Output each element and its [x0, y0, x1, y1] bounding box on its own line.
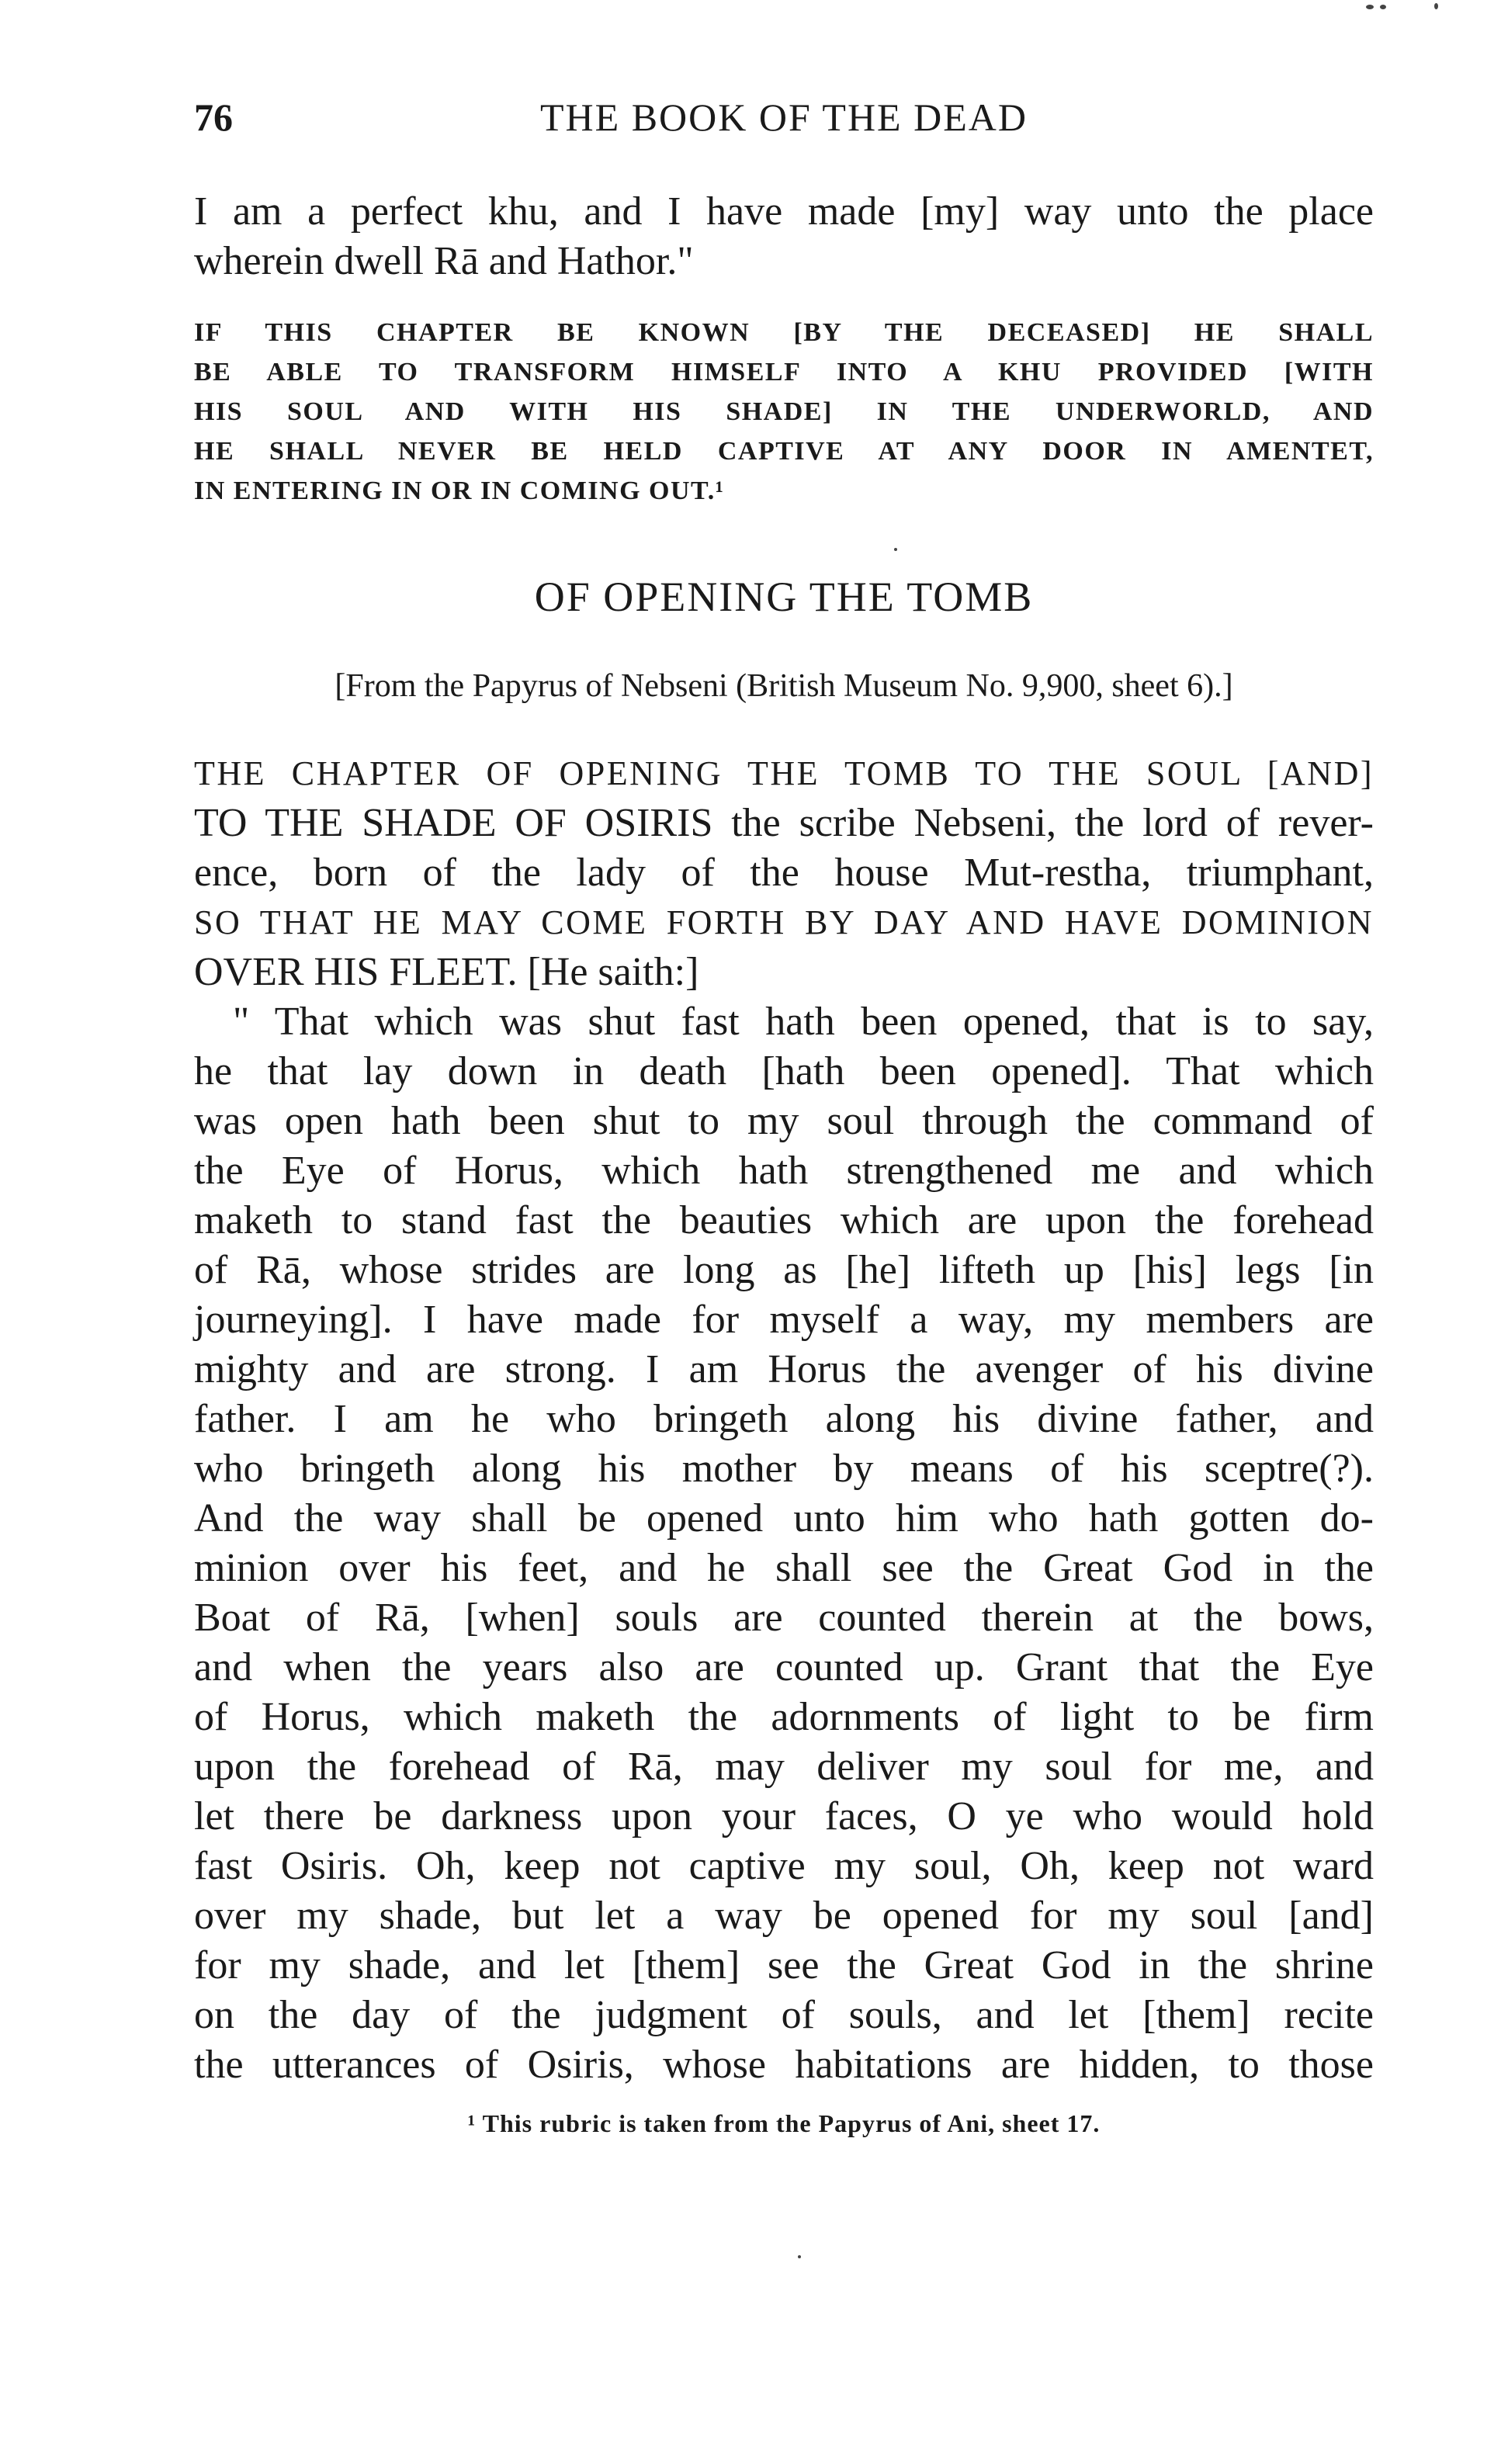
rubric-line: IF THIS CHAPTER BE KNOWN [BY THE DECEASED] HE SHALL	[194, 318, 1374, 347]
body-line: And the way shall be opened unto him who hath gotten do-	[194, 1496, 1374, 1540]
body-line: of Rā, whose strides are long as [he] lifteth up [his] legs [in	[194, 1248, 1374, 1292]
body-line: journeying]. I have made for myself a way, my members are	[194, 1298, 1374, 1342]
scan-speck	[1380, 5, 1386, 9]
chapter-heading-line: OVER HIS FLEET. [He saith:]	[194, 950, 699, 994]
chapter-heading-line: TO THE SHADE OF OSIRIS the scribe Nebseni, the lord of rever-	[194, 801, 1374, 845]
scan-speck	[1366, 5, 1374, 9]
chapter-heading-line: THE CHAPTER OF OPENING THE TOMB TO THE SOUL [AND]	[194, 754, 1374, 792]
scan-speck	[1434, 3, 1438, 9]
page-number: 76	[194, 95, 233, 139]
body-line: for my shade, and let [them] see the Great God in the shrine	[194, 1943, 1374, 1987]
scan-speck	[798, 2255, 801, 2258]
body-line: Boat of Rā, [when] souls are counted therein at the bows,	[194, 1596, 1374, 1640]
chapter-heading-line: ence, born of the lady of the house Mut-restha, triumphant,	[194, 851, 1374, 895]
body-line: minion over his feet, and he shall see the Great God in the	[194, 1546, 1374, 1590]
body-line: mighty and are strong. I am Horus the avenger of his divine	[194, 1347, 1374, 1391]
body-line: who bringeth along his mother by means of his sceptre(?).	[194, 1447, 1374, 1491]
footnote: ¹ This rubric is taken from the Papyrus of Ani, sheet 17.	[467, 2109, 1101, 2137]
body-line: the utterances of Osiris, whose habitations are hidden, to those	[194, 2043, 1374, 2087]
rubric-line: HIS SOUL AND WITH HIS SHADE] IN THE UNDERWORLD, AND	[194, 397, 1374, 426]
scan-speck	[894, 548, 897, 551]
chapter-heading-line: SO THAT HE MAY COME FORTH BY DAY AND HAVE DOMINION	[194, 903, 1374, 941]
body-line: upon the forehead of Rā, may deliver my soul for me, and	[194, 1745, 1374, 1789]
rubric-line: IN ENTERING IN OR IN COMING OUT.¹	[194, 477, 725, 505]
rubric-line: BE ABLE TO TRANSFORM HIMSELF INTO A KHU PROVIDED [WITH	[194, 358, 1374, 386]
body-line: on the day of the judgment of souls, and let [them] recite	[194, 1993, 1374, 2037]
body-line: and when the years also are counted up. Grant that the Eye	[194, 1645, 1374, 1689]
intro-line: wherein dwell Rā and Hathor."	[194, 239, 694, 283]
body-line: maketh to stand fast the beauties which are upon the forehead	[194, 1198, 1374, 1242]
body-line: fast Osiris. Oh, keep not captive my soul, Oh, keep not ward	[194, 1844, 1374, 1888]
chapter-title: OF OPENING THE TOMB	[534, 574, 1034, 620]
intro-line: I am a perfect khu, and I have made [my] way unto the place	[194, 189, 1374, 234]
body-line: father. I am he who bringeth along his divine father, and	[194, 1397, 1374, 1441]
body-line: let there be darkness upon your faces, O ye who would hold	[194, 1794, 1374, 1838]
body-line: was open hath been shut to my soul through the command of	[194, 1099, 1374, 1143]
body-line: " That which was shut fast hath been opened, that is to say,	[233, 1000, 1374, 1044]
rubric-line: HE SHALL NEVER BE HELD CAPTIVE AT ANY DOOR IN AMENTET,	[194, 437, 1374, 466]
source-note: [From the Papyrus of Nebseni (British Museum No. 9,900, sheet 6).]	[335, 668, 1233, 704]
running-head	[194, 95, 1374, 149]
body-line: the Eye of Horus, which hath strengthened me and which	[194, 1149, 1374, 1193]
body-line: he that lay down in death [hath been opened]. That which	[194, 1049, 1374, 1093]
book-title: THE BOOK OF THE DEAD	[540, 95, 1028, 139]
body-line: of Horus, which maketh the adornments of light to be firm	[194, 1695, 1374, 1739]
body-line: over my shade, but let a way be opened for my soul [and]	[194, 1894, 1374, 1938]
